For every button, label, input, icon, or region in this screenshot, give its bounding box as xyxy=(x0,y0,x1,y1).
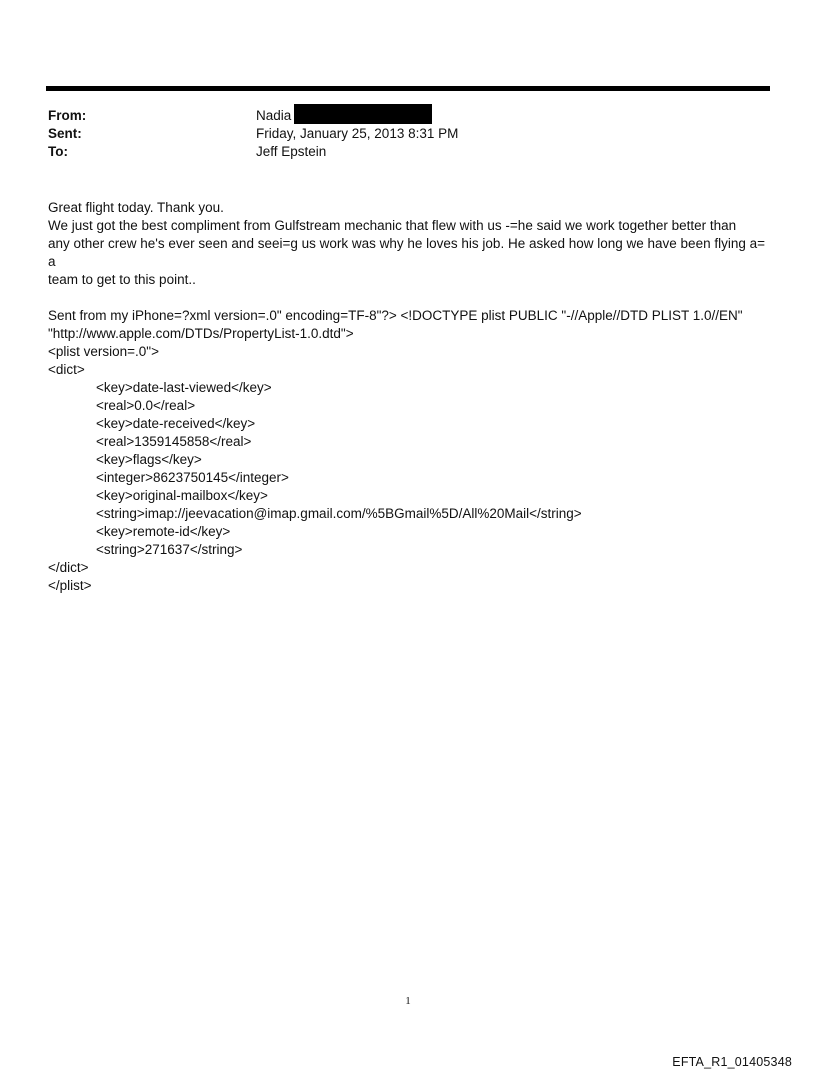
dict-line: <string>271637</string> xyxy=(96,542,243,557)
to-row xyxy=(48,143,768,161)
dict-line: <string>imap://jeevacation@imap.gmail.com/%5BGmail%5D/All%20Mail</string> xyxy=(96,506,582,521)
dict-line: <key>date-received</key> xyxy=(96,416,256,431)
dict-line: <key>remote-id</key> xyxy=(96,524,231,539)
page-number: 1 xyxy=(405,995,411,1007)
from-value-wrap xyxy=(256,107,432,125)
document-id: EFTA_R1_01405348 xyxy=(672,1055,792,1069)
body-line-2: We just got the best compliment from Gulfstream mechanic that flew with us -=he said we work together better than xyxy=(48,218,737,233)
to-value: Jeff Epstein xyxy=(256,144,327,159)
dict-close: </dict> xyxy=(48,560,89,575)
dict-line: <real>0.0</real> xyxy=(96,398,196,413)
plist-open: <plist version=.0"> xyxy=(48,344,159,359)
redaction-block xyxy=(294,104,432,124)
dict-line: <key>original-mailbox</key> xyxy=(96,488,268,503)
dict-open: <dict> xyxy=(48,362,85,377)
email-body xyxy=(48,199,772,595)
from-row xyxy=(48,107,768,125)
signature-line-2: "http://www.apple.com/DTDs/PropertyList-1.0.dtd"> xyxy=(48,326,354,341)
body-line-4: team to get to this point.. xyxy=(48,272,196,287)
sent-row xyxy=(48,125,768,143)
body-line-3: any other crew he's ever seen and seei=g us work was why he loves his job. He asked how long we have been flying a= a xyxy=(48,236,765,269)
from-label: From: xyxy=(48,108,87,123)
dict-line: <real>1359145858</real> xyxy=(96,434,252,449)
from-value: Nadia xyxy=(256,108,292,123)
to-label: To: xyxy=(48,144,68,159)
dict-line: <key>date-last-viewed</key> xyxy=(96,380,272,395)
paragraph-gap xyxy=(48,289,772,307)
dict-line: <key>flags</key> xyxy=(96,452,202,467)
sent-label: Sent: xyxy=(48,126,82,141)
signature-line-1: Sent from my iPhone=?xml version=.0" encoding=TF-8"?> <!DOCTYPE plist PUBLIC "-//Apple//DTD PLIST 1.0//EN" xyxy=(48,308,743,323)
email-header xyxy=(48,107,768,161)
body-line-1: Great flight today. Thank you. xyxy=(48,200,224,215)
dict-line: <integer>8623750145</integer> xyxy=(96,470,289,485)
top-divider xyxy=(46,86,770,91)
sent-value: Friday, January 25, 2013 8:31 PM xyxy=(256,126,459,141)
plist-close: </plist> xyxy=(48,578,92,593)
